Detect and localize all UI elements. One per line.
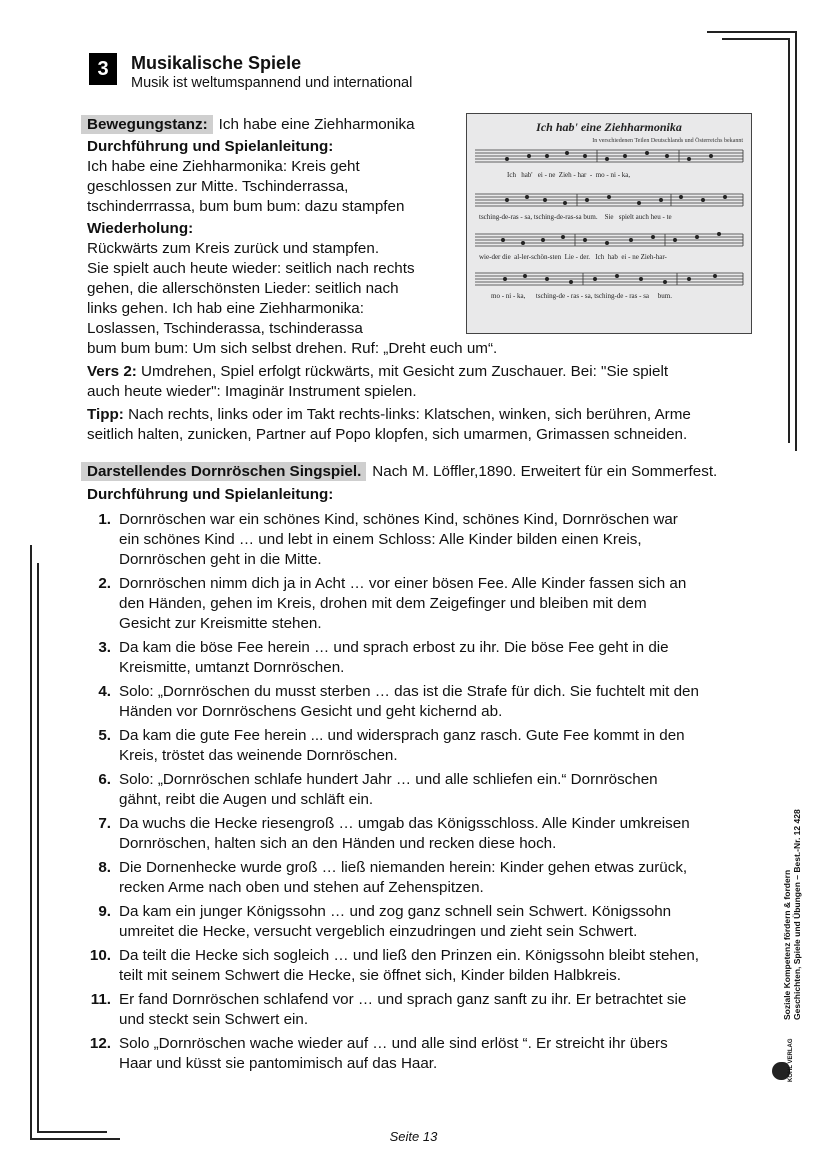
list-item-line: gähnt, reibt die Augen und schläft ein. [119, 791, 374, 808]
list-item-text [119, 990, 767, 1030]
list-item-line: umreitet die Hecke, versucht vergeblich einzudringen und zieht sein Schwert. [119, 923, 638, 940]
list-item [87, 682, 767, 722]
frame-line-left-outer [30, 545, 32, 1140]
sidebar-line1: Soziale Kompetenz fördern & fordern [782, 869, 792, 1020]
list-item-line: und steckt sein Schwert ein. [119, 1011, 309, 1028]
list-item [87, 902, 767, 942]
list-item-number: 12. [89, 1035, 111, 1052]
frame-line-right-inner [788, 38, 790, 443]
list-item-number: 10. [89, 947, 111, 964]
tip-line: seitlich halten, zunicken, Partner auf Popo klopfen, sich umarmen, Grimassen schneiden. [87, 426, 688, 443]
page-title: Musikalische Spiele [131, 53, 302, 73]
vers2-paragraph [87, 362, 761, 402]
section-label-rest: Ich habe eine Ziehharmonika [218, 116, 415, 133]
list-item-number: 8. [98, 859, 111, 876]
list-item-line: Dornröschen nimm dich ja in Acht … vor einer bösen Fee. Alle Kinder fassen sich an [119, 575, 687, 592]
sheet-music-lyrics: wie-der die al-ler-schön-sten Lie - der. Ich hab ei - ne Zieh-har- [479, 253, 667, 261]
list-item-line: Kreis, tröstet das weinende Dornröschen. [119, 747, 398, 764]
tip-line: Nach rechts, links oder im Takt rechts-links: Klatschen, winken, sich berühren, Arme [123, 406, 691, 423]
page-number: Seite 13 [389, 1129, 438, 1144]
list-item-line: recken Arme nach oben und stehen auf Zehenspitzen. [119, 879, 484, 896]
frame-line-right-outer [795, 31, 797, 451]
list-item-text [119, 902, 767, 942]
tip-paragraph [87, 405, 761, 445]
vers2-line: Umdrehen, Spiel erfolgt rückwärts, mit Gesicht zum Zuschauer. Bei: "Sie spielt [136, 363, 669, 380]
list-item-text [119, 858, 767, 898]
list-item-number: 5. [98, 727, 111, 744]
repeat-line: Rückwärts zum Kreis zurück und stampfen. [87, 240, 380, 257]
list-item [87, 770, 767, 810]
list-item-line: Da teilt die Hecke sich sogleich … und ließ den Prinzen ein. Königssohn bleibt stehen, [119, 947, 699, 964]
instructions-line: Ich habe eine Ziehharmonika: Kreis geht [87, 158, 360, 175]
list-item-text [119, 510, 767, 570]
chapter-number-box: 3 [89, 53, 117, 85]
sheet-music-lyrics: mo - ni - ka, tsching-de - ras - sa, tsching-de - ras - sa bum. [491, 292, 672, 300]
section-dornroeschen [81, 462, 781, 505]
list-item-line: Kreismitte, umtanzt Dornröschen. [119, 659, 345, 676]
list-item-line: Haar und küsst sie pantomimisch auf das Haar. [119, 1055, 438, 1072]
list-item-number: 7. [98, 815, 111, 832]
frame-line-top-right-outer [707, 31, 797, 33]
list-item-number: 2. [98, 575, 111, 592]
list-item-text [119, 1034, 767, 1074]
publisher-sidebar [762, 760, 802, 1020]
repeat-line: Loslassen, Tschinderassa, tschinderassa [87, 320, 363, 337]
list-item-line: Dornröschen war ein schönes Kind, schönes Kind, schönes Kind, Dornröschen war [119, 511, 678, 528]
list-item-line: Solo „Dornröschen wache wieder auf … und alle sind erlöst “. Er streicht ihr übers [119, 1035, 668, 1052]
instructions-line: tschinderrrassa, bum bum bum: dazu stampfen [87, 198, 405, 215]
list-item-text [119, 814, 767, 854]
list-item [87, 1034, 767, 1074]
sheet-music-image [466, 113, 752, 334]
list-item-text [119, 682, 767, 722]
vers2-line: auch heute wieder": Imaginär Instrument spielen. [87, 383, 417, 400]
list-item [87, 574, 767, 634]
section-label-rest: Nach M. Löffler,1890. Erweitert für ein Sommerfest. [372, 463, 718, 480]
list-item-text [119, 574, 767, 634]
frame-line-left-inner [37, 563, 39, 1133]
list-item-text [119, 638, 767, 678]
list-item [87, 638, 767, 678]
tip-label: Tipp: [87, 406, 124, 423]
instructions-line: geschlossen zur Mitte. Tschinderrassa, [87, 178, 349, 195]
list-item [87, 858, 767, 898]
list-item-line: teilt mit seinem Schwert die Hecke, sie öffnet sich, Kinder bilden Halbkreis. [119, 967, 621, 984]
section-label-dornroeschen: Darstellendes Dornröschen Singspiel. [81, 462, 366, 481]
vers2-label: Vers 2: [87, 363, 137, 380]
sheet-music-note: In verschiedenen Teilen Deutschlands und Österreichs bekannt [592, 138, 743, 144]
repeat-line: gehen, die allerschönsten Lieder: seitlich nach [87, 280, 399, 297]
list-item-line: Händen vor Dornröschens Gesicht und geht kichernd ab. [119, 703, 503, 720]
list-item-number: 9. [98, 903, 111, 920]
repeat-line: Sie spielt auch heute wieder: seitlich nach rechts [87, 260, 415, 277]
list-item-line: Solo: „Dornröschen du musst sterben … das ist die Strafe für dich. Sie fuchtelt mit den [119, 683, 699, 700]
list-item [87, 946, 767, 986]
sheet-music-title: Ich hab' eine Ziehharmonika [536, 120, 682, 134]
publisher-logo [770, 1028, 806, 1088]
sheet-music-lyrics: tsching-de-ras - sa, tsching-de-ras-sa bum. Sie spielt auch heu - te [479, 213, 672, 221]
list-item [87, 726, 767, 766]
frame-line-top-right-inner [722, 38, 790, 40]
dornroeschen-steps-list [87, 510, 767, 1078]
list-item-line: Gesicht zur Kreismitte stehen. [119, 615, 322, 632]
list-item-line: Da kam die böse Fee herein … und sprach erbost zu ihr. Die böse Fee geht in die [119, 639, 669, 656]
list-item [87, 510, 767, 570]
list-item-line: Da kam die gute Fee herein ... und widersprach ganz rasch. Gute Fee kommt in den [119, 727, 685, 744]
repeat-line: bum bum bum: Um sich selbst drehen. Ruf: „Dreht euch um“. [87, 340, 498, 357]
list-item-line: Die Dornenhecke wurde groß … ließ niemanden herein: Kinder gehen etwas zurück, [119, 859, 688, 876]
instructions-heading: Durchführung und Spielanleitung: [87, 486, 334, 503]
list-item [87, 814, 767, 854]
repeat-heading: Wiederholung: [87, 220, 194, 237]
list-item [87, 990, 767, 1030]
list-item-line: Dornröschen geht in die Mitte. [119, 551, 322, 568]
list-item-line: Da wuchs die Hecke riesengroß … umgab das Königsschloss. Alle Kinder umkreisen [119, 815, 690, 832]
list-item-line: Da kam ein junger Königssohn … und zog ganz schnell sein Schwert. Königssohn [119, 903, 672, 920]
list-item-line: Dornröschen, halten sich an den Händen und recken diese hoch. [119, 835, 557, 852]
list-item-text [119, 770, 767, 810]
list-item-number: 1. [98, 511, 111, 528]
publisher-logo-text: KOHL VERLAG [788, 1038, 794, 1082]
music-staves [467, 114, 751, 333]
list-item-text [119, 726, 767, 766]
sidebar-line2: Geschichten, Spiele und Übungen – Best.-Nr. 12 428 [792, 809, 802, 1020]
instructions-heading: Durchführung und Spielanleitung: [87, 138, 334, 155]
list-item-number: 6. [98, 771, 111, 788]
page-subtitle: Musik ist weltumspannend und international [131, 75, 413, 91]
list-item-line: Solo: „Dornröschen schlafe hundert Jahr … und alle schliefen ein.“ Dornröschen [119, 771, 658, 788]
list-item-number: 4. [98, 683, 111, 700]
repeat-line: links gehen. Ich hab eine Ziehharmonika: [87, 300, 364, 317]
list-item-number: 3. [98, 639, 111, 656]
list-item-number: 11. [90, 991, 111, 1008]
list-item-line: ein schönes Kind … und lebt in einem Schloss: Alle Kinder bilden einen Kreis, [119, 531, 642, 548]
list-item-line: Er fand Dornröschen schlafend vor … und sprach ganz sanft zu ihr. Er betrachtet sie [119, 991, 687, 1008]
list-item-line: den Händen, gehen im Kreis, drohen mit dem Zeigefinger und bleiben mit dem [119, 595, 647, 612]
list-item-text [119, 946, 767, 986]
section-label-bewegungstanz: Bewegungstanz: [81, 115, 213, 134]
sheet-music-lyrics: Ich hab' ei - ne Zieh - har - mo - ni - ka, [507, 171, 631, 179]
